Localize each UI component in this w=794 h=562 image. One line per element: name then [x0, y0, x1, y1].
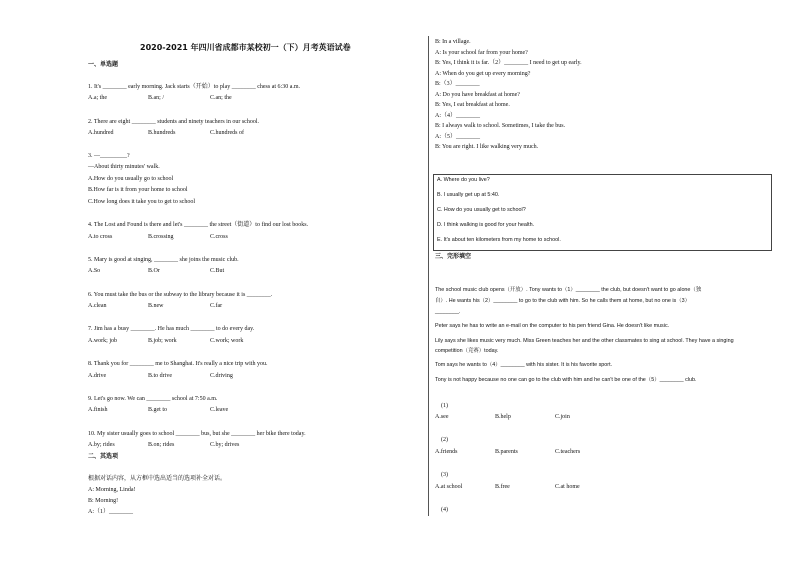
dialogue-line: B: You are right. I like walking very much. [435, 144, 539, 150]
box-option: A. Where do you live? [437, 177, 490, 183]
section-heading-dialogue: 二、其选项 [88, 453, 119, 460]
question-8-stem: 8. Thank you for ________ me to Shanghai. It's really a nice trip with you. [88, 361, 268, 367]
q5-option-c: C.But [210, 268, 225, 274]
passage-line: ________. [435, 309, 461, 315]
passage-line: Lily says she likes music very much. Miss Green teaches her and the other classmates to sing at school. They have a singing [435, 338, 734, 344]
question-7-stem: 7. Jim has a busy ________. He has much ________ to do every day. [88, 326, 255, 332]
q9-option-a: A.finish [88, 407, 108, 413]
cloze-1-option-a: A.see [435, 414, 449, 420]
dialogue-line: B: Yes, I think it is far.（2）________ I need to get up early. [435, 60, 582, 66]
section-heading-cloze: 三、完形填空 [435, 253, 472, 260]
q8-option-a: A.drive [88, 373, 107, 379]
passage-line: competition（竞赛）today. [435, 348, 499, 354]
cloze-1-option-c: C.join [555, 414, 570, 420]
dialogue-line: A: Do you have breakfast at home? [435, 92, 520, 98]
question-5-stem: 5. Mary is good at singing, ________ she joins the music club. [88, 257, 239, 263]
question-4-stem: 4. The Lost and Found is there and let's ________ the street（街道）to find our lost books. [88, 222, 309, 228]
passage-line: The school music club opens（开放）. Tony wants to（1）________ the club, but doesn't want to go alone（独 [435, 287, 702, 293]
q4-option-b: B.crossing [148, 234, 174, 240]
cloze-2-option-c: C.teachers [555, 449, 581, 455]
cloze-3-option-b: B.free [495, 484, 510, 490]
question-1-stem: 1. It's ________ early morning. Jack starts（开始）to play ________ chess at 6:30 a.m. [88, 84, 301, 90]
box-option: B. I usually get up at 5:40. [437, 192, 500, 198]
dialogue-line: B: I always walk to school. Sometimes, I take the bus. [435, 123, 566, 129]
q3-option-c: C.How long does it take you to get to school [88, 199, 195, 205]
dialogue-line: B: In a village. [435, 39, 471, 45]
dialogue-line: A:（5）________ [435, 134, 481, 140]
box-option: C. How do you usually get to school? [437, 207, 526, 213]
q3-option-b: B.How far is it from your home to school [88, 187, 188, 193]
question-3-stem: 3. —_________? [88, 153, 130, 159]
dialogue-line: A: Is your school far from your home? [435, 50, 528, 56]
options-box [433, 174, 772, 251]
q5-option-b: B.Or [148, 268, 160, 274]
passage-line: Tom says he wants to（4）________ with his sister. It is his favorite sport. [435, 362, 613, 368]
cloze-2-option-b: B.parents [495, 449, 518, 455]
question-2-stem: 2. There are eight ________ students and ninety teachers in our school. [88, 119, 260, 125]
section-heading-single-choice: 一、单选题 [88, 61, 119, 68]
question-3-reply: —About thirty minutes' walk. [88, 164, 160, 170]
cloze-number: (2) [441, 437, 448, 443]
cloze-number: (3) [441, 472, 448, 478]
q7-option-c: C.work; work [210, 338, 244, 344]
cloze-2-option-a: A.friends [435, 449, 458, 455]
cloze-number: (4) [441, 507, 448, 513]
q10-option-b: B.on; rides [148, 442, 175, 448]
q5-option-a: A.So [88, 268, 101, 274]
question-9-stem: 9. Let's go now. We can ________ school at 7:50 a.m. [88, 396, 218, 402]
q7-option-b: B.job; work [148, 338, 177, 344]
dialogue-line: B:（3）________ [435, 81, 480, 87]
q2-option-c: C.hundreds of [210, 130, 244, 136]
page-title: 2020-2021 年四川省成都市某校初一（下）月考英语试卷 [140, 43, 351, 52]
q6-option-c: C.far [210, 303, 223, 309]
passage-line: Tony is not happy because no one can go to the club with him and he can't be one of the（5）________ club. [435, 377, 697, 383]
column-divider [428, 36, 429, 516]
q6-option-b: B.new [148, 303, 164, 309]
cloze-number: (1) [441, 403, 448, 409]
question-10-stem: 10. My sister usually goes to school ________ bus, but she ________ her bike there today. [88, 431, 306, 437]
cloze-3-option-a: A.at school [435, 484, 463, 490]
q8-option-b: B.to drive [148, 373, 172, 379]
q6-option-a: A.clean [88, 303, 107, 309]
q4-option-a: A.to cross [88, 234, 113, 240]
q7-option-a: A.work; job [88, 338, 117, 344]
dialogue-line: A:（1）________ [88, 509, 134, 515]
q1-option-b: B.an; / [148, 95, 164, 101]
box-option: D. I think walking is good for your health. [437, 222, 535, 228]
dialogue-line: A: Morning, Linda! [88, 487, 136, 493]
dialogue-instructions: 根据对话内容，从方框中选出适当的选项补全对话。 [88, 476, 227, 482]
q2-option-a: A.hundred [88, 130, 114, 136]
q1-option-a: A.a; the [88, 95, 107, 101]
q9-option-c: C.leave [210, 407, 229, 413]
q9-option-b: B.get to [148, 407, 167, 413]
question-6-stem: 6. You must take the bus or the subway to the library because it is ________. [88, 292, 273, 298]
passage-line: Peter says he has to write an e-mail on the computer to his pen friend Gina. He doesn't like music. [435, 323, 670, 329]
q10-option-c: C.by; drives [210, 442, 240, 448]
passage-line: 自）. He wants his（2）________ to go to the club with him. So he calls them at home, but no one is（3） [435, 298, 690, 304]
dialogue-line: A: When do you get up every morning? [435, 71, 531, 77]
q10-option-a: A.by; rides [88, 442, 115, 448]
q1-option-c: C.an; the [210, 95, 232, 101]
q4-option-c: C.cross [210, 234, 228, 240]
q8-option-c: C.driving [210, 373, 233, 379]
dialogue-line: A:（4）________ [435, 113, 481, 119]
cloze-1-option-b: B.help [495, 414, 511, 420]
dialogue-line: B: Morning! [88, 498, 119, 504]
box-option: E. It's about ten kilometers from my home to school. [437, 237, 561, 243]
q2-option-b: B.hundreds [148, 130, 176, 136]
cloze-3-option-c: C.at home [555, 484, 580, 490]
q3-option-a: A.How do you usually go to school [88, 176, 174, 182]
dialogue-line: B: Yes, I eat breakfast at home. [435, 102, 510, 108]
